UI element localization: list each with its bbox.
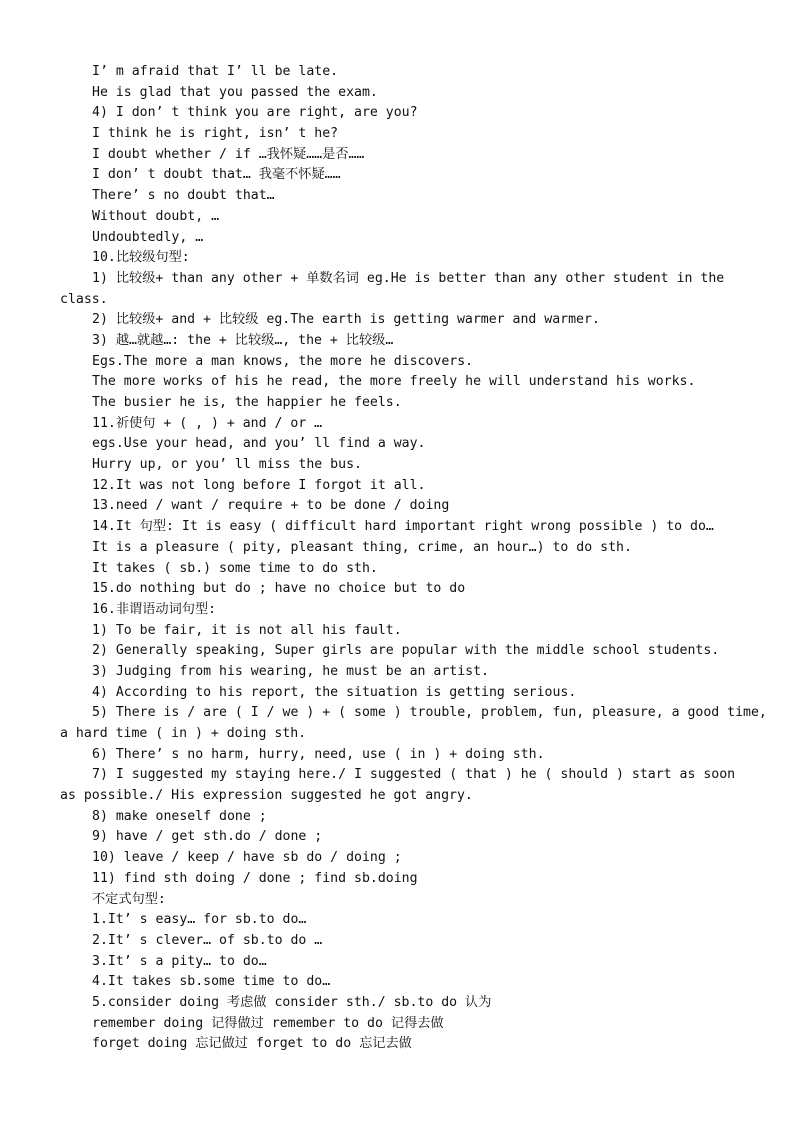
text-line: It is a pleasure ( pity, pleasant thing, crime, an hour…) to do sth. (92, 539, 632, 555)
text-line: remember doing 记得做过 remember to do 记得去做 (92, 1015, 444, 1031)
text-line: 11) find sth doing / done ; find sb.doing (92, 870, 418, 886)
text-line: I’ m afraid that I’ ll be late. (92, 64, 339, 79)
text-line: 2.It’ s clever… of sb.to do … (92, 932, 323, 948)
text-line: 4) According to his report, the situation is getting serious. (92, 684, 577, 700)
text-line: 3) 越…就越…: the + 比较级…, the + 比较级… (92, 332, 394, 348)
text-line: Hurry up, or you’ ll miss the bus. (92, 457, 362, 473)
text-line: 2) Generally speaking, Super girls are popular with the middle school students. (92, 643, 720, 659)
text-line: 9) have / get sth.do / done ; (92, 829, 323, 845)
text-line: There’ s no doubt that… (92, 188, 275, 204)
section-heading: 13.need / want / require + to be done / doing (92, 498, 450, 514)
section-heading: 10.比较级句型: (92, 250, 190, 266)
text-line: It takes ( sb.) some time to do sth. (92, 560, 378, 576)
text-line: I don’ t doubt that… 我毫不怀疑…… (92, 167, 341, 183)
document-body (0, 62, 794, 1055)
section-heading: 不定式句型: (92, 891, 166, 907)
text-line: The busier he is, the happier he feels. (92, 395, 402, 410)
text-line-continuation: as possible./ His expression suggested he got angry. (60, 788, 473, 804)
text-line: 1) To be fair, it is not all his fault. (92, 622, 402, 638)
section-heading: 12.It was not long before I forgot it all. (92, 477, 426, 493)
text-line: The more works of his he read, the more freely he will understand his works. (92, 374, 696, 390)
text-line-continuation: class. (60, 291, 108, 307)
text-line: 1) 比较级+ than any other + 单数名词 eg.He is better than any other student in the (92, 270, 725, 286)
text-line: I doubt whether / if …我怀疑……是否…… (92, 146, 365, 162)
text-line: forget doing 忘记做过 forget to do 忘记去做 (92, 1036, 412, 1052)
text-line: 1.It’ s easy… for sb.to do… (92, 912, 307, 928)
section-heading: 16.非谓语动词句型: (92, 601, 217, 617)
text-line: 2) 比较级+ and + 比较级 eg.The earth is getting warmer and warmer. (92, 312, 600, 328)
text-line: 3.It’ s a pity… to do… (92, 953, 267, 969)
text-line: 7) I suggested my staying here./ I suggested ( that ) he ( should ) start as soon (92, 767, 736, 783)
section-heading: 15.do nothing but do ; have no choice but to do (92, 581, 466, 597)
text-line: 6) There’ s no harm, hurry, need, use ( in ) + doing sth. (92, 746, 545, 762)
text-line: He is glad that you passed the exam. (92, 84, 378, 100)
text-line: Without doubt, … (92, 208, 220, 224)
text-line: Undoubtedly, … (92, 229, 204, 245)
text-line-continuation: a hard time ( in ) + doing sth. (60, 726, 307, 741)
section-heading: 14.It 句型: It is easy ( difficult hard important right wrong possible ) to do… (92, 519, 714, 535)
text-line: 5.consider doing 考虑做 consider sth./ sb.to do 认为 (92, 994, 492, 1010)
text-line: 10) leave / keep / have sb do / doing ; (92, 850, 402, 866)
section-heading: 11.祈使句 + ( , ) + and / or … (92, 415, 323, 431)
text-line: I think he is right, isn’ t he? (92, 126, 339, 142)
text-line: Egs.The more a man knows, the more he discovers. (92, 353, 474, 369)
text-line: egs.Use your head, and you’ ll find a way. (92, 436, 426, 452)
text-line: 3) Judging from his wearing, he must be an artist. (92, 663, 489, 679)
text-line: 4) I don’ t think you are right, are you? (92, 105, 418, 121)
text-line: 5) There is / are ( I / we ) + ( some ) trouble, problem, fun, pleasure, a good time, (92, 705, 767, 721)
text-line: 8) make oneself done ; (92, 808, 267, 824)
text-line: 4.It takes sb.some time to do… (92, 974, 331, 990)
